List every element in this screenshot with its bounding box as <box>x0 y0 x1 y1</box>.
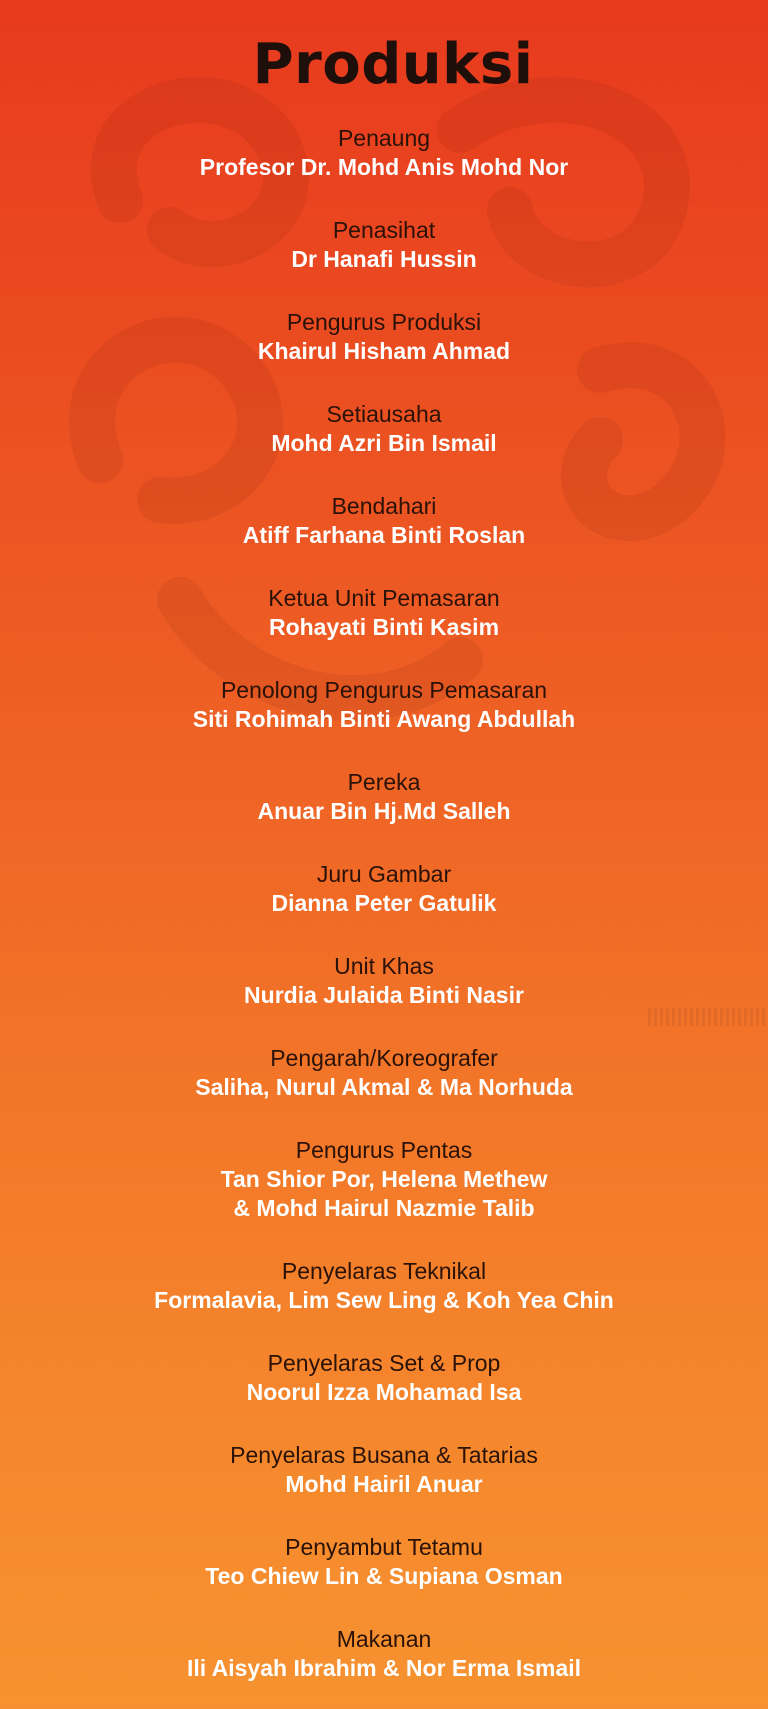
credit-entry <box>0 1441 768 1499</box>
credit-entry <box>0 1349 768 1407</box>
credit-role: Pengurus Pentas <box>295 1137 473 1163</box>
credit-role: Pereka <box>347 769 421 795</box>
credit-entry <box>0 1625 768 1683</box>
credit-role: Penaung <box>337 125 431 151</box>
credit-role: Bendahari <box>331 493 437 519</box>
credit-role: Pengurus Produksi <box>286 309 482 335</box>
credit-name: Saliha, Nurul Akmal & Ma Norhuda <box>195 1074 573 1100</box>
credit-role: Setiausaha <box>326 401 442 427</box>
credit-role: Unit Khas <box>334 953 434 979</box>
credit-name: Rohayati Binti Kasim <box>268 614 500 640</box>
credit-role: Pengarah/Koreografer <box>270 1045 498 1071</box>
credit-entry <box>0 1257 768 1315</box>
credit-name: Mohd Azri Bin Ismail <box>271 430 497 456</box>
credit-name: Atiff Farhana Binti Roslan <box>242 522 526 548</box>
credit-entry <box>0 124 768 182</box>
credit-name: Profesor Dr. Mohd Anis Mohd Nor <box>199 154 569 180</box>
credit-entry <box>0 768 768 826</box>
credit-name: Siti Rohimah Binti Awang Abdullah <box>192 706 576 732</box>
credit-entry <box>0 216 768 274</box>
credit-name: Mohd Hairil Anuar <box>285 1471 483 1497</box>
credit-entry <box>0 308 768 366</box>
credit-entry <box>0 584 768 642</box>
credit-role: Penyelaras Set & Prop <box>267 1350 501 1376</box>
credit-role: Penyelaras Busana & Tatarias <box>230 1442 538 1468</box>
credit-name: Teo Chiew Lin & Supiana Osman <box>205 1563 563 1589</box>
credit-entry <box>0 860 768 918</box>
credit-entry <box>0 400 768 458</box>
credit-name: Anuar Bin Hj.Md Salleh <box>257 798 511 824</box>
credit-name: Dr Hanafi Hussin <box>291 246 477 272</box>
credit-entry <box>0 1533 768 1591</box>
credits-list <box>0 124 768 1709</box>
credit-name: Khairul Hisham Ahmad <box>257 338 511 364</box>
credit-name: Formalavia, Lim Sew Ling & Koh Yea Chin <box>154 1287 614 1313</box>
credit-role: Makanan <box>336 1626 432 1652</box>
credit-role: Ketua Unit Pemasaran <box>268 585 500 611</box>
credit-entry <box>0 676 768 734</box>
credit-entry <box>0 1044 768 1102</box>
credit-role: Penolong Pengurus Pemasaran <box>220 677 548 703</box>
credit-name: Ili Aisyah Ibrahim & Nor Erma Ismail <box>186 1655 582 1681</box>
credit-role: Penyelaras Teknikal <box>281 1258 487 1284</box>
credit-entry <box>0 492 768 550</box>
credit-role: Juru Gambar <box>316 861 452 887</box>
credit-role: Penasihat <box>332 217 436 243</box>
credit-name: Dianna Peter Gatulik <box>271 890 497 916</box>
page-title: Produksi <box>252 32 534 97</box>
credit-role: Penyambut Tetamu <box>285 1534 483 1560</box>
credit-name: Noorul Izza Mohamad Isa <box>246 1379 522 1405</box>
credit-entry <box>0 952 768 1010</box>
credit-entry <box>0 1136 768 1223</box>
credit-name: & Mohd Hairul Nazmie Talib <box>233 1195 535 1221</box>
credit-name: Tan Shior Por, Helena Methew <box>220 1166 548 1192</box>
credit-name: Nurdia Julaida Binti Nasir <box>244 982 524 1008</box>
